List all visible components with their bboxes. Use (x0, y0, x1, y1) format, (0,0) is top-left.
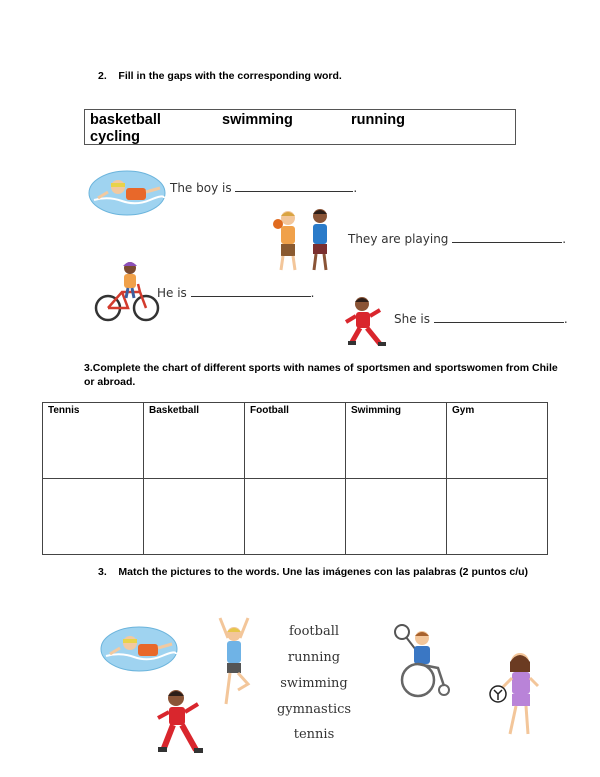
match-word-tennis[interactable]: tennis (293, 727, 335, 742)
sports-chart-table (42, 402, 548, 555)
match-word-running[interactable]: running (287, 650, 341, 665)
sentence-3: He is . (157, 286, 315, 300)
exercise-1-heading: 2. Fill in the gaps with the corresponding word. (98, 70, 342, 82)
football-player-picture[interactable] (488, 648, 544, 740)
sentence-1: The boy is . (170, 181, 358, 195)
match-word-football[interactable]: football (288, 624, 340, 639)
exercise-3-heading: 3. Match the pictures to the words. Une las imágenes con las palabras (2 puntos c/u) (98, 566, 529, 578)
sentence-4: She is . (394, 312, 568, 326)
runner-illustration (340, 294, 390, 350)
table-row (43, 403, 548, 479)
cyclist-illustration (94, 258, 160, 324)
answer-cell[interactable] (245, 479, 346, 555)
word-bank-box (84, 109, 516, 145)
column-header-basketball[interactable]: Basketball (144, 403, 245, 479)
answer-blank-4[interactable] (434, 312, 564, 323)
answer-cell[interactable] (144, 479, 245, 555)
sentence-2: They are playing . (348, 232, 567, 246)
wheelchair-tennis-picture[interactable] (388, 624, 454, 700)
answer-blank-3[interactable] (191, 286, 311, 297)
table-row (43, 479, 548, 555)
column-header-swimming[interactable]: Swimming (346, 403, 447, 479)
column-header-tennis[interactable]: Tennis (43, 403, 144, 479)
column-header-gym[interactable]: Gym (447, 403, 548, 479)
word-bank-item: basketball (90, 112, 161, 128)
answer-cell[interactable] (346, 479, 447, 555)
basketball-players-illustration (268, 206, 344, 272)
exercise-2-heading-line-2: or abroad. (84, 376, 136, 388)
match-word-swimming[interactable]: swimming (280, 676, 348, 691)
match-word-gymnastics[interactable]: gymnastics (276, 702, 352, 717)
runner-picture[interactable] (154, 686, 206, 758)
exercise-2-heading-line-1: 3.Complete the chart of different sports with names of sportsmen and sportswomen from Chile (84, 362, 558, 374)
swimmer-illustration (88, 170, 166, 216)
answer-blank-2[interactable] (452, 232, 562, 243)
answer-cell[interactable] (43, 479, 144, 555)
gymnast-picture[interactable] (212, 616, 256, 708)
word-bank-item: running (351, 112, 405, 128)
answer-blank-1[interactable] (235, 181, 353, 192)
swimmer-picture[interactable] (100, 626, 178, 672)
column-header-football[interactable]: Football (245, 403, 346, 479)
word-bank-item: swimming (222, 112, 293, 128)
answer-cell[interactable] (447, 479, 548, 555)
word-bank-item: cycling (90, 129, 140, 145)
